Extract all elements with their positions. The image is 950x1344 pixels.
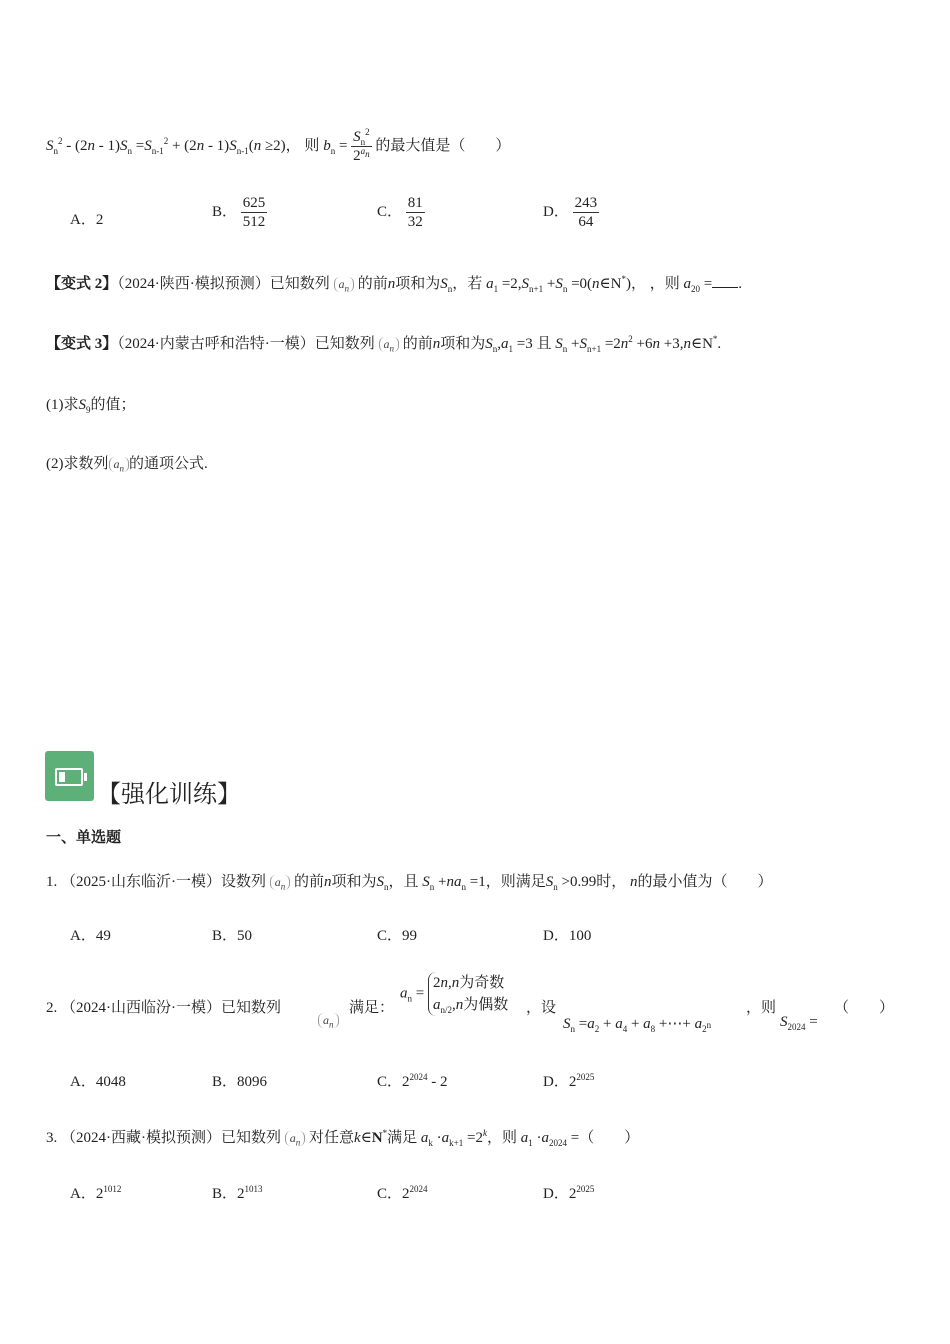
q2-target: $S_{2024}$ =	[780, 1014, 818, 1032]
q1-choice-a: A．49	[70, 928, 111, 944]
section-title: 【强化训练】	[97, 780, 241, 808]
section-subtitle: 一、单选题	[46, 828, 122, 846]
q3-choice-a: A．$2^{1012}$	[70, 1184, 122, 1202]
choice-b: B． $\frac{625}{512}$	[212, 195, 266, 230]
q2-sum: $S_n =a_2 + a_4 + a_8$ +⋯+ $a_{2^n}$	[563, 1016, 712, 1034]
q2-sequence: $a_n$	[318, 1012, 339, 1029]
choice-a: A．2	[70, 212, 104, 228]
q2-choice-a: A．4048	[70, 1074, 126, 1090]
q1-choice-b: B．50	[212, 928, 253, 944]
q2-paren: （ ）	[834, 1000, 895, 1016]
variant2: 【变式 2】（2024·陕西·模拟预测）已知数列 $a_n$ 的前n项和为$S_n$，若 $a_1 =2,S_{n+1} +S_n$ =0(n∈N*)， ，则 $a_{20}$ = .	[46, 274, 742, 294]
variant3-q1: (1)求$S_9$的值；	[46, 397, 136, 415]
choice-d: D． $\frac{243}{64}$	[543, 195, 598, 230]
q2-condition: 满足：	[349, 1000, 395, 1016]
question-1: 1. （2025·山东临沂·一模）设数列 $a_n$ 的前n项和为$S_n$，且 $S_n +na_n =1$，则满足$S_n >0.99$时， n的最小值为（ ）	[46, 874, 773, 892]
top-problem-formula: $S_n^2 - (2n - 1)S_n =S_{n-1}^2 + (2n - 1)S_{n-1}(n \ge 2)$， 则 $b_n$ = $\frac{S_n^2}{2^{a_n}}$ 的最大值是（ ）	[46, 127, 511, 164]
q2-choice-d: D．$2^{2025}$	[543, 1072, 595, 1090]
question-2-prefix: 2. （2024·山西临汾·一模）已知数列	[46, 1000, 281, 1016]
q1-choice-c: C．99	[377, 928, 418, 944]
q2-then: ，则	[746, 1000, 777, 1016]
q2-set: ，设	[526, 1000, 557, 1016]
q2-piecewise: $a_n$ = 2n,n为奇数 $a_{n/2},n$为偶数	[400, 972, 508, 1016]
q1-choice-d: D．100	[543, 928, 592, 944]
battery-icon	[45, 751, 94, 801]
q3-choice-c: C．$2^{2024}$	[377, 1184, 428, 1202]
variant3: 【变式 3】（2024·内蒙古呼和浩特·一模）已知数列 $a_n$ 的前n项和为$S_n,a_1 =3$ 且 $S_n +S_{n+1} =2n^2 +6n$ +3,n∈N*.	[46, 334, 722, 354]
q2-choice-b: B．8096	[212, 1074, 268, 1090]
q2-choice-c: C．$2^{2024} - 2$	[377, 1072, 448, 1090]
choice-c: C． $\frac{81}{32}$	[377, 195, 423, 230]
q3-choice-d: D．$2^{2025}$	[543, 1184, 595, 1202]
variant3-q2: (2)求数列 $a_n$ 的通项公式.	[46, 456, 208, 474]
question-3: 3. （2024·西藏·模拟预测）已知数列 $a_n$ 对任意k∈N*满足 $a_k \cdot a_{k+1} =2^k$，则 $a_1 \cdot a_{2024}$ =（ ）	[46, 1128, 640, 1148]
q3-choice-b: B．$2^{1013}$	[212, 1184, 263, 1202]
